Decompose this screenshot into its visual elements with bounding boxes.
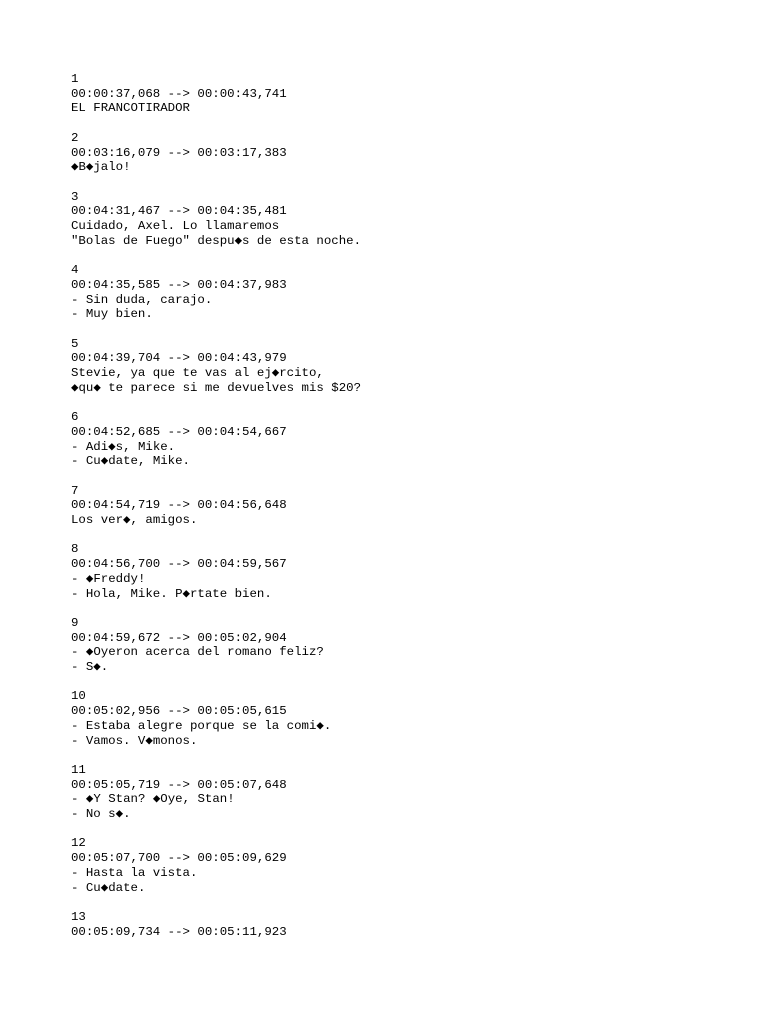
cue-timestamp: 00:04:39,704 --> 00:04:43,979 xyxy=(71,351,287,366)
cue-text-line: ◆qu◆ te parece si me devuelves mis $20? xyxy=(71,380,362,395)
cue-index: 7 xyxy=(71,483,79,498)
cue-text-line: - No s◆. xyxy=(71,807,131,821)
cue-text-line: - S◆. xyxy=(71,660,109,674)
cue-text-line: ◆B◆jalo! xyxy=(71,160,131,175)
subtitle-cue xyxy=(71,410,751,469)
cue-timestamp: 00:04:35,585 --> 00:04:37,983 xyxy=(71,277,287,292)
subtitle-cue xyxy=(71,190,751,249)
cue-index: 5 xyxy=(71,336,79,351)
subtitle-cue xyxy=(71,616,751,675)
cue-index: 3 xyxy=(71,189,79,204)
cue-index: 10 xyxy=(71,689,86,704)
cue-text-line: Los ver◆, amigos. xyxy=(71,513,198,527)
subtitle-document xyxy=(71,72,751,954)
cue-timestamp: 00:04:31,467 --> 00:04:35,481 xyxy=(71,204,287,219)
cue-index: 11 xyxy=(71,762,86,777)
cue-text-line: - Sin duda, carajo. xyxy=(71,292,213,307)
cue-timestamp: 00:04:56,700 --> 00:04:59,567 xyxy=(71,557,287,572)
cue-text-line: - ◆Freddy! xyxy=(71,571,146,586)
subtitle-cue xyxy=(71,72,751,116)
cue-index: 2 xyxy=(71,130,79,145)
cue-text-line: "Bolas de Fuego" despu◆s de esta noche. xyxy=(71,233,362,248)
cue-timestamp: 00:05:09,734 --> 00:05:11,923 xyxy=(71,924,287,939)
cue-index: 8 xyxy=(71,542,79,557)
cue-text-line: - Vamos. V◆monos. xyxy=(71,733,198,748)
subtitle-cue xyxy=(71,484,751,528)
cue-index: 9 xyxy=(71,615,79,630)
cue-text-line: Cuidado, Axel. Lo llamaremos xyxy=(71,219,280,233)
cue-index: 1 xyxy=(71,72,79,86)
subtitle-cue xyxy=(71,337,751,396)
cue-text-line: - ◆Y Stan? ◆Oye, Stan! xyxy=(71,792,235,807)
cue-text-line: - Cu◆date, Mike. xyxy=(71,454,190,469)
cue-timestamp: 00:04:54,719 --> 00:04:56,648 xyxy=(71,498,287,513)
subtitle-cue xyxy=(71,836,751,895)
subtitle-cue xyxy=(71,689,751,748)
cue-text-line: - Cu◆date. xyxy=(71,880,146,895)
cue-timestamp: 00:04:52,685 --> 00:04:54,667 xyxy=(71,424,287,439)
cue-timestamp: 00:05:05,719 --> 00:05:07,648 xyxy=(71,777,287,792)
subtitle-cue xyxy=(71,131,751,175)
cue-text-line: - Muy bien. xyxy=(71,307,153,322)
cue-text-line: Stevie, ya que te vas al ej◆rcito, xyxy=(71,366,324,380)
cue-timestamp: 00:05:02,956 --> 00:05:05,615 xyxy=(71,704,287,719)
cue-text-line: EL FRANCOTIRADOR xyxy=(71,101,190,116)
cue-text-line: - ◆Oyeron acerca del romano feliz? xyxy=(71,645,324,660)
subtitle-cue xyxy=(71,263,751,322)
cue-timestamp: 00:03:16,079 --> 00:03:17,383 xyxy=(71,145,287,160)
cue-index: 6 xyxy=(71,410,79,425)
subtitle-cue xyxy=(71,910,751,939)
cue-index: 12 xyxy=(71,836,86,851)
cue-timestamp: 00:05:07,700 --> 00:05:09,629 xyxy=(71,851,287,866)
cue-index: 4 xyxy=(71,263,79,278)
cue-timestamp: 00:00:37,068 --> 00:00:43,741 xyxy=(71,86,287,101)
cue-text-line: - Estaba alegre porque se la comi◆. xyxy=(71,718,332,733)
cue-text-line: - Hola, Mike. P◆rtate bien. xyxy=(71,586,272,601)
subtitle-cue xyxy=(71,763,751,822)
cue-text-line: - Hasta la vista. xyxy=(71,865,198,880)
subtitle-cue xyxy=(71,542,751,601)
cue-index: 13 xyxy=(71,909,86,924)
cue-timestamp: 00:04:59,672 --> 00:05:02,904 xyxy=(71,630,287,645)
cue-text-line: - Adi◆s, Mike. xyxy=(71,439,176,454)
